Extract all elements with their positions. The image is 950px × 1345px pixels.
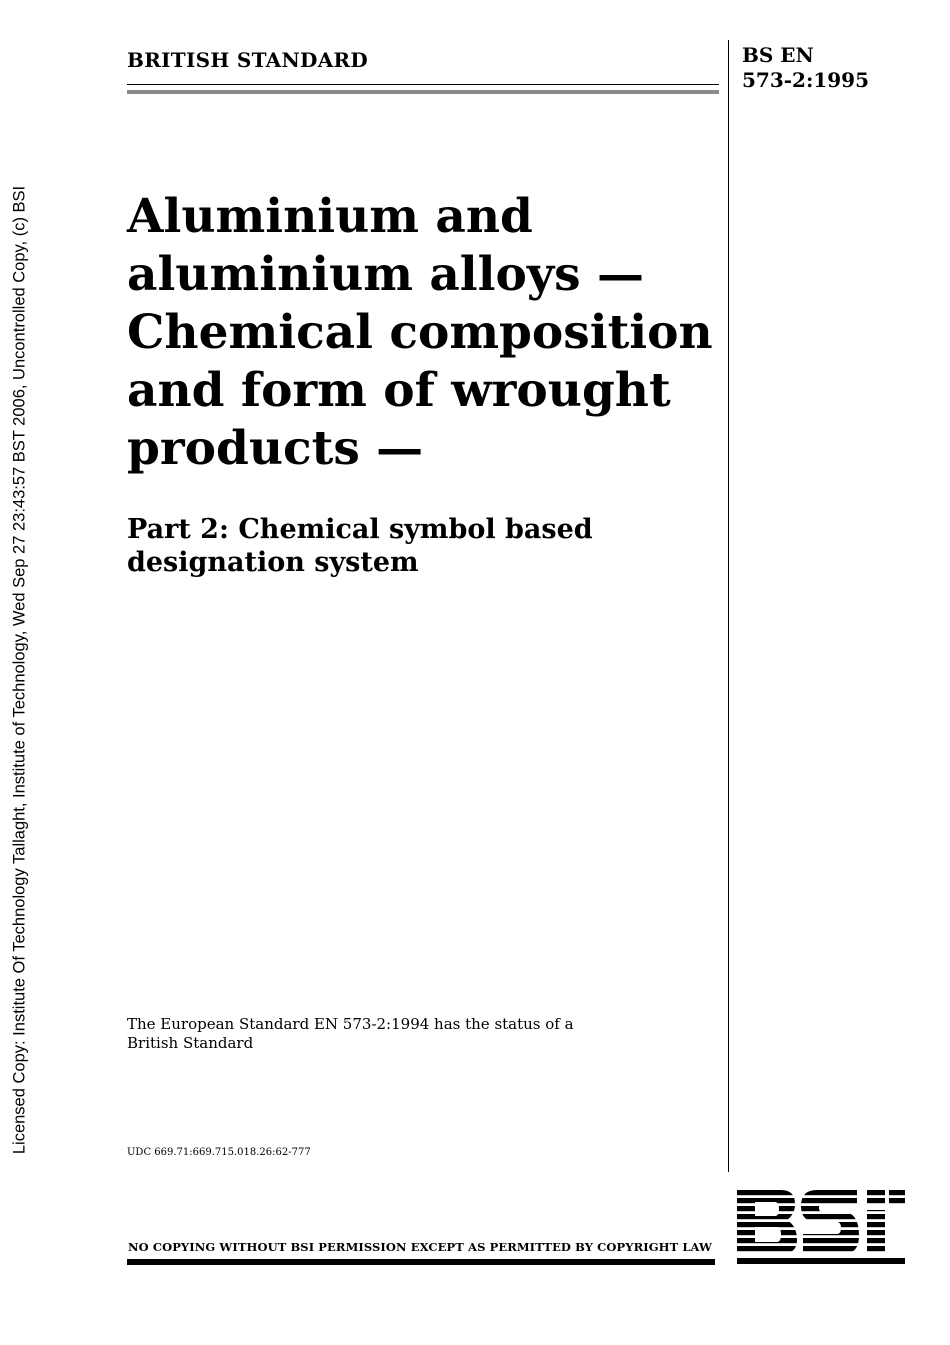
status-note [127, 1015, 597, 1053]
part-title-line: Part 2: Chemical symbol based [127, 514, 593, 545]
title-line: Chemical composition [127, 305, 713, 360]
status-note-line: The European Standard EN 573-2:1994 has the status of a [127, 1015, 574, 1033]
header-rule-thick [127, 90, 719, 94]
title-line: and form of wrought [127, 363, 671, 418]
bsi-logo-icon [737, 1190, 905, 1266]
part-title [127, 513, 717, 579]
standard-number-line1: BS EN [742, 43, 814, 67]
udc-code: UDC 669.71:669.715.018.26:62-777 [127, 1147, 311, 1158]
title-line: products — [127, 421, 424, 476]
document-type-label: BRITISH STANDARD [127, 48, 369, 72]
title-line: Aluminium and [127, 189, 533, 244]
copyright-notice: NO COPYING WITHOUT BSI PERMISSION EXCEPT AS PERMITTED BY COPYRIGHT LAW [127, 1240, 713, 1254]
header-rule-thin [127, 84, 719, 85]
vertical-divider [728, 40, 729, 1172]
standard-number-line2: 573-2:1995 [742, 68, 870, 92]
document-title [127, 188, 717, 478]
standard-number [742, 43, 869, 93]
footer-bar [127, 1259, 715, 1265]
part-title-line: designation system [127, 547, 419, 578]
title-line: aluminium alloys — [127, 247, 644, 302]
license-watermark: Licensed Copy: Institute Of Technology Tallaght, Institute of Technology, Wed Sep 27 23:43:57 BST 2006, Uncontrolled Copy, (c) BSI [10, 185, 29, 1155]
status-note-line: British Standard [127, 1034, 254, 1052]
